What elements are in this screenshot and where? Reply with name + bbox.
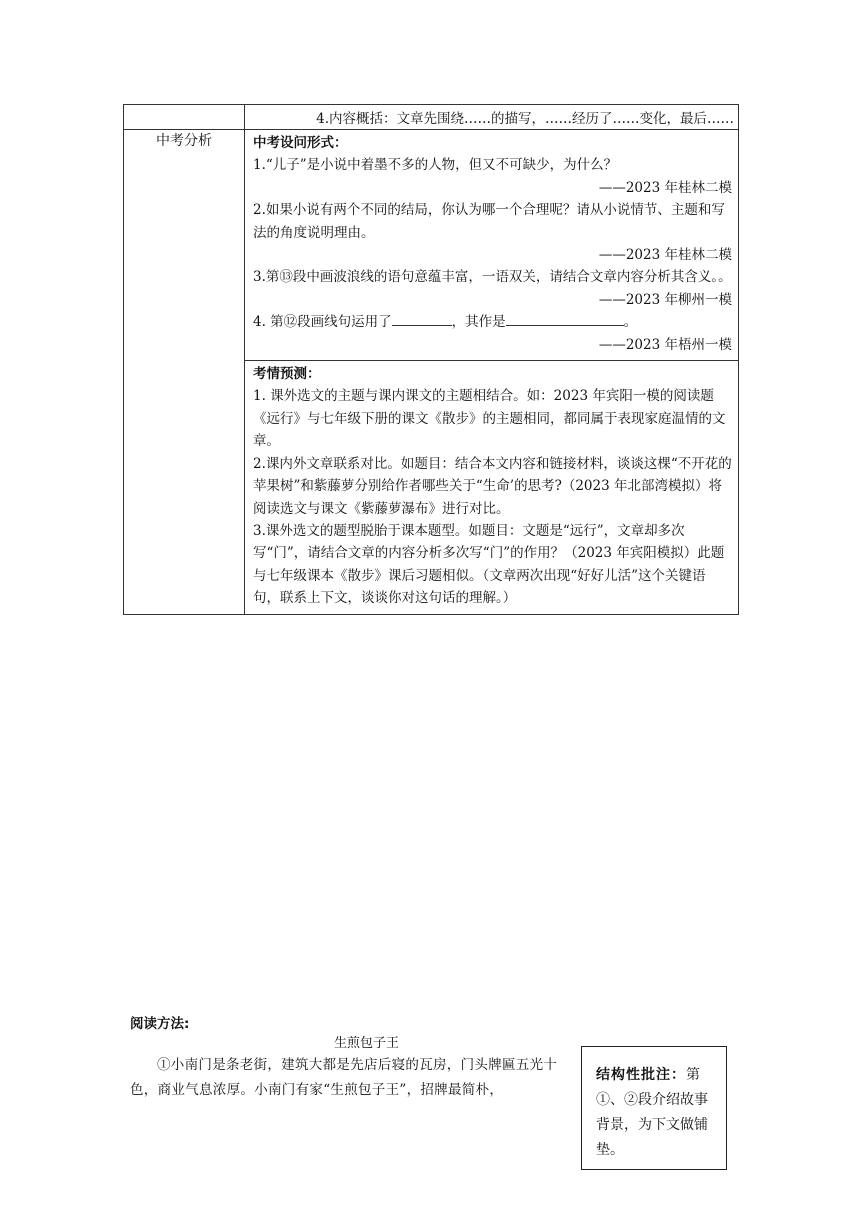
exam-analysis-table <box>123 104 739 615</box>
question-4-source: ——2023 年梧州一模 <box>598 336 732 353</box>
story-paragraph: ①小南门是条老街，建筑大都是先店后寝的瓦房，门头牌匾五光十色，商业气息浓厚。小南门有家“生煎包子王”，招牌最简朴， <box>130 1057 558 1098</box>
prediction-paragraph: 2.课内外文章联系对比。如题目：结合本文内容和链接材料，谈谈这棵“不开花的苹果树”和紫藤萝分别给作者哪些关于“生命’的思考?（2023 年北部湾模拟）将阅读选文与课文《紫藤萝瀑布》进行对比。 <box>253 455 732 517</box>
question-2-source: ——2023 年桂林二模 <box>598 247 732 264</box>
answer-blank <box>392 311 452 326</box>
prediction-heading: 考情预测： <box>253 366 321 383</box>
structural-annotation-box <box>581 1046 727 1170</box>
empty-label-cell <box>124 105 245 130</box>
question-4-part-a: 4. 第⑫段画线句运用了 <box>253 314 392 331</box>
row-label: 中考分析 <box>124 130 245 615</box>
annotation-heading: 结构性批注： <box>596 1067 686 1083</box>
prediction-paragraph: 3.课外选文的题型脱胎于课本题型。如题目：文题是“远行”，文章却多次写“门”，请结合文章的内容分析多次写“门”的作用？（2023 年宾阳模拟）此题与七年级课本《散步》课后习题相似。（文章两次出现“好好儿活”这个关键语句，联系上下文，谈谈你对这句话的理解。） <box>253 522 725 607</box>
answer-blank <box>506 311 624 326</box>
question-3-source: ——2023 年柳州一模 <box>598 291 732 308</box>
prediction-paragraph: 1. 课外选文的主题与课内课文的主题相结合。如：2023 年宾阳一模的阅读题《远行》与七年级下册的课文《散步》的主题相同，都同属于表现家庭温情的文章。 <box>253 388 726 450</box>
annotation-text: 第①、②段介绍故事背景，为下文做铺垫。 <box>596 1067 708 1158</box>
content-summary: 4.内容概括：文章先围绕……的描写，……经历了……变化，最后…… <box>245 105 739 130</box>
prediction-cell <box>245 361 739 614</box>
question-1-source: ——2023 年桂林二模 <box>598 179 732 196</box>
story-title: 生煎包子王 <box>334 1036 400 1051</box>
question-1: 1.“儿子”是小说中着墨不多的人物，但又不可缺少，为什么？ <box>253 157 618 174</box>
exam-forms-heading: 中考设问形式： <box>253 135 348 151</box>
question-4-part-c: 。 <box>623 314 638 331</box>
exam-forms-cell <box>245 130 739 361</box>
question-4 <box>253 311 732 333</box>
question-3: 3.第⑬段中画波浪线的语句意蕴丰富，一语双关，请结合文章内容分析其含义。。 <box>253 269 732 286</box>
question-4-part-b: ，其作是 <box>451 314 506 331</box>
table-row <box>124 105 739 130</box>
reading-method-heading: 阅读方法: <box>130 1016 190 1032</box>
question-2: 2.如果小说有两个不同的结局，你认为哪一个合理呢？请从小说情节、主题和写法的角度说明理由。 <box>253 202 725 241</box>
table-row <box>124 130 739 361</box>
